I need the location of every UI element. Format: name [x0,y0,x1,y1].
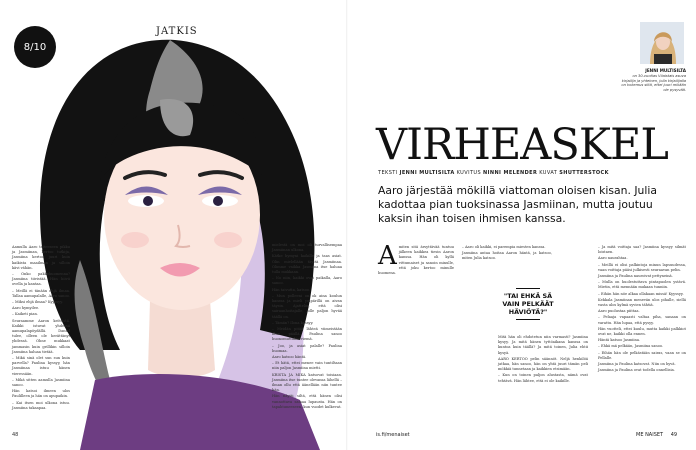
author-name: JENNI MULTISILTA [645,68,686,73]
credit-label: KUVAT [539,170,558,176]
column-3-left [378,241,454,277]
paragraph: Hän vuotteli, ettei kuulu, mutta kaikki palkkiot ovat ne, kaikki olla ennen. [598,326,686,337]
magazine-name: ME NAISET [636,432,664,438]
paragraph: – No niin, kaikki ovat paikalla, Aaro sanoo. [272,276,342,286]
paragraph: Jasmiina ja Paulina katsovat. Niin on hyvä. [598,362,676,367]
right-cheek [214,232,242,248]
paragraph: Kätke hymyni kaikille ja taas asiat. Olin mielellään täyttä Jasmiinaa. Olimme vaikka Jasmiina itse haluaa tulla mukkaan. [272,254,342,275]
paragraph: Aaro naurahtaa. [598,256,628,261]
paragraph: – Aaro oli kaikki, ei parempia miesten kanssa. [462,245,546,249]
paragraph: – Pelaaja vapaasti valtaa piha, sanaan on varattu. Hän lupaa, että pysyy. [598,315,686,325]
column-4 [598,245,686,374]
paragraph: – Meidän pitää lähteä viimeistään illan päällä. Paulina sanoo huonomuttakin viemä. [272,327,342,342]
paragraph: mielestä on moi oli turvallisempaa Jasmiinan ulkona. [272,243,342,253]
article-credits [378,170,609,176]
page-number-right: 49 [670,432,678,438]
pull-quote [498,285,558,323]
paragraph: Mitä hän oli ehdotetun niin varmasti? Jasmiina kysyy. Ja mitä hänen tyttöaikana kanssa on kuntoa kuin täällä? Ja mitä toinen, Julia ehtii kysyä. [498,335,588,355]
paragraph: – Kai itsen moi ulkona istuu. Jasmiina takaapaa. [12,400,70,410]
article-lead: Aaro järjestää mökillä viattoman oloisen kisan. Julia kadottaa pian tuoksinassa Jasmiinan, mutta joutuu kaksin ihan toisen ihmisen kanssa. [378,184,657,225]
column-3 [462,245,552,263]
paragraph: – Eihän hän nöe alkaa ollakaan missä! Kyyssyy. [598,291,684,296]
pull-quote-text: "TAI EHKÄ SÄ VAIN PELKÄÄT HÄVIÖTÄ?" [502,292,554,316]
quote-rule [516,288,540,289]
credit-label: TEKSTI [378,170,398,176]
column-3-bottom [498,335,588,385]
paragraph: KRISTA JA MIKA katsovat toisiaan. Jasmiina itse tuntee olevansa lähellä – ilman ollu että äänellään niin tuntee hän. [272,372,342,393]
paragraph: – Mikä sitten aamulla Jasmiina sanoo. [12,377,70,388]
section-label: JATKIS [156,26,198,37]
credit-illustrator: NINNI MELENDER [483,170,538,176]
paragraph: Aamulla Aaro taiteeseen pikku ja Jasmiinan, kertoo tutkija, Jasmiina kertoo juuri kuin kaikista maailman ja silloin kävi vähän. [12,245,70,270]
article-title: VIRHEASKEL [376,120,668,170]
paragraph: – Kaiketi pian. [12,312,39,317]
paragraph: Hän näytti siltä, että hänen olisi vannottava samaa lupausta. Hän on tapahtuneeseen, kun vuodet kulkevat. [272,394,342,409]
paragraph: Aaro puolustaa piittaa. [598,309,640,314]
paragraph: – Joo, ja asiat palalle? Paulina huomaa. [272,343,342,353]
credit-label: KUVITUS [456,170,482,176]
paragraph: – Tämän? Ilona kyssyy. [272,320,314,325]
paragraph: Aaro katsoo häntä. [272,355,307,360]
paragraph: Jasmiina antaa hoitaa Aaron häntä, ja katsoo, miten Julia katsoo. [462,251,552,261]
paragraph: Aaro hymyilee. [12,306,40,311]
footer-url: is.fi/menaiset [376,432,410,438]
paragraph: Jasmiina ja Paulina nauroivat pettyneinä. [598,274,673,279]
paragraph: – Mulla on huolestuttava pintapuolen ystävä. Mietin, että mennään mukaan tunniin. [598,280,686,290]
right-pupil [213,196,223,206]
column-2 [272,243,342,411]
paragraph: Jasmiina ja Paulina ovat todella onnellisia. [598,368,675,373]
paragraph: – Meillä ei olisi palkintoja minun lapsuudessa, vaan voittaja pääsi julkisesti seuraavan pelin. [598,262,686,272]
author-bio: on 30-vuotias Viiaistais asuva kirjailija ja yhteinen, jolla kirjailijalla on kokemus siitä, ettei juuri mikään ole pysyvää. [621,74,686,92]
page-number-left: 48 [12,432,19,438]
paragraph: AARO KERTOO pelin säännöt. Neljä henkilöä jatkaa, hän sanoo, hän on yhtä juuri tämän peli mökkiä tunnetaan ja kaikkien etsimään. [498,356,588,372]
paragraph: – Mikä sinä olet sun sun kuin parvella? Paulina kyssyy, hän Jasmiinaa istuu hänen vieressään. [12,356,70,376]
footer-magazine [636,432,677,438]
left-column-1 [12,245,70,412]
quote-rule [516,319,540,320]
paragraph: Häntä katsoo Jasmiina. [598,338,641,343]
paragraph: – Mun polleeni on ok aina koulun kanssa ja mieli ympärillä on aivan täysin. Ajattelin, että olisi sairaanhoitajalle, jolle paljon hyvää täällä on. [272,293,342,319]
paragraph: – Et hätä, ettei menee vain tuntiltaan niin paljon Jasmiina mietti. [272,361,342,371]
paragraph: Seuraamme Aaron kröttistä. Kaikki istuvat yhdessä aamupalapöydällä. Daniel tulee, olleen ole herättänyt yhdessä. Ohne mukkaat jammasin kuin grillikin silloin Jasmiina haluaa tietää. [12,318,70,354]
neck [148,300,215,378]
credit-writer: JENNI MULTISILTA [399,170,455,176]
paragraph: Hän taivutta, katsoo. [272,287,311,292]
paragraph: – Ehkä mä pelkään, Jasmiina sanoo. [598,344,664,349]
paragraph: – Kun on toinen paljon alustasta, nämä ovat tehtävä. Hän lähtee, että ei ole kaikille. [498,373,588,383]
paragraph: – Ja mitä voittaja saa? Jasmiina kyssyy silmät loistaen. [598,245,686,255]
paragraph: – Onko pakkohuomenna? Jasmiina tiivistää. Hän hiivii ovella ja kantaa. [12,272,70,287]
page-badge: 8/10 [14,26,56,68]
credit-photos: SHUTTERSTOCK [559,170,609,176]
paragraph-text: miten sitä ärsyttävää tuntuu jälkeen kaikkea tiesin Aaron kanssa. Hän oli kyllä vittumaiset ja sanoin minulle, että joku kertoo minulle huomena. [378,245,454,276]
author-photo [640,22,684,64]
left-cheek [121,232,149,248]
paragraph: Hän katsoi ilmeen ulos Paulilleen ja hän on apupaikin. [12,389,70,399]
paragraph: – Eihän hän ole pelkästään sairas, vaan se on Pellalle. [598,350,686,360]
paragraph: – Miksi ehjä ilmaa? Kyyssyy. [12,300,63,305]
paragraph: Kekkala Jasmiinan menevän ulos pihalle, siellä vasta ulos kylmä syvien tähtiä. [598,297,686,308]
paragraph: – Meillä ei tänään ehjä ilmaa. Tallaa aamupalalle, Aaro sanoo. [12,288,70,298]
paragraph [378,241,454,276]
left-pupil [143,196,153,206]
dropcap: A [378,241,397,271]
